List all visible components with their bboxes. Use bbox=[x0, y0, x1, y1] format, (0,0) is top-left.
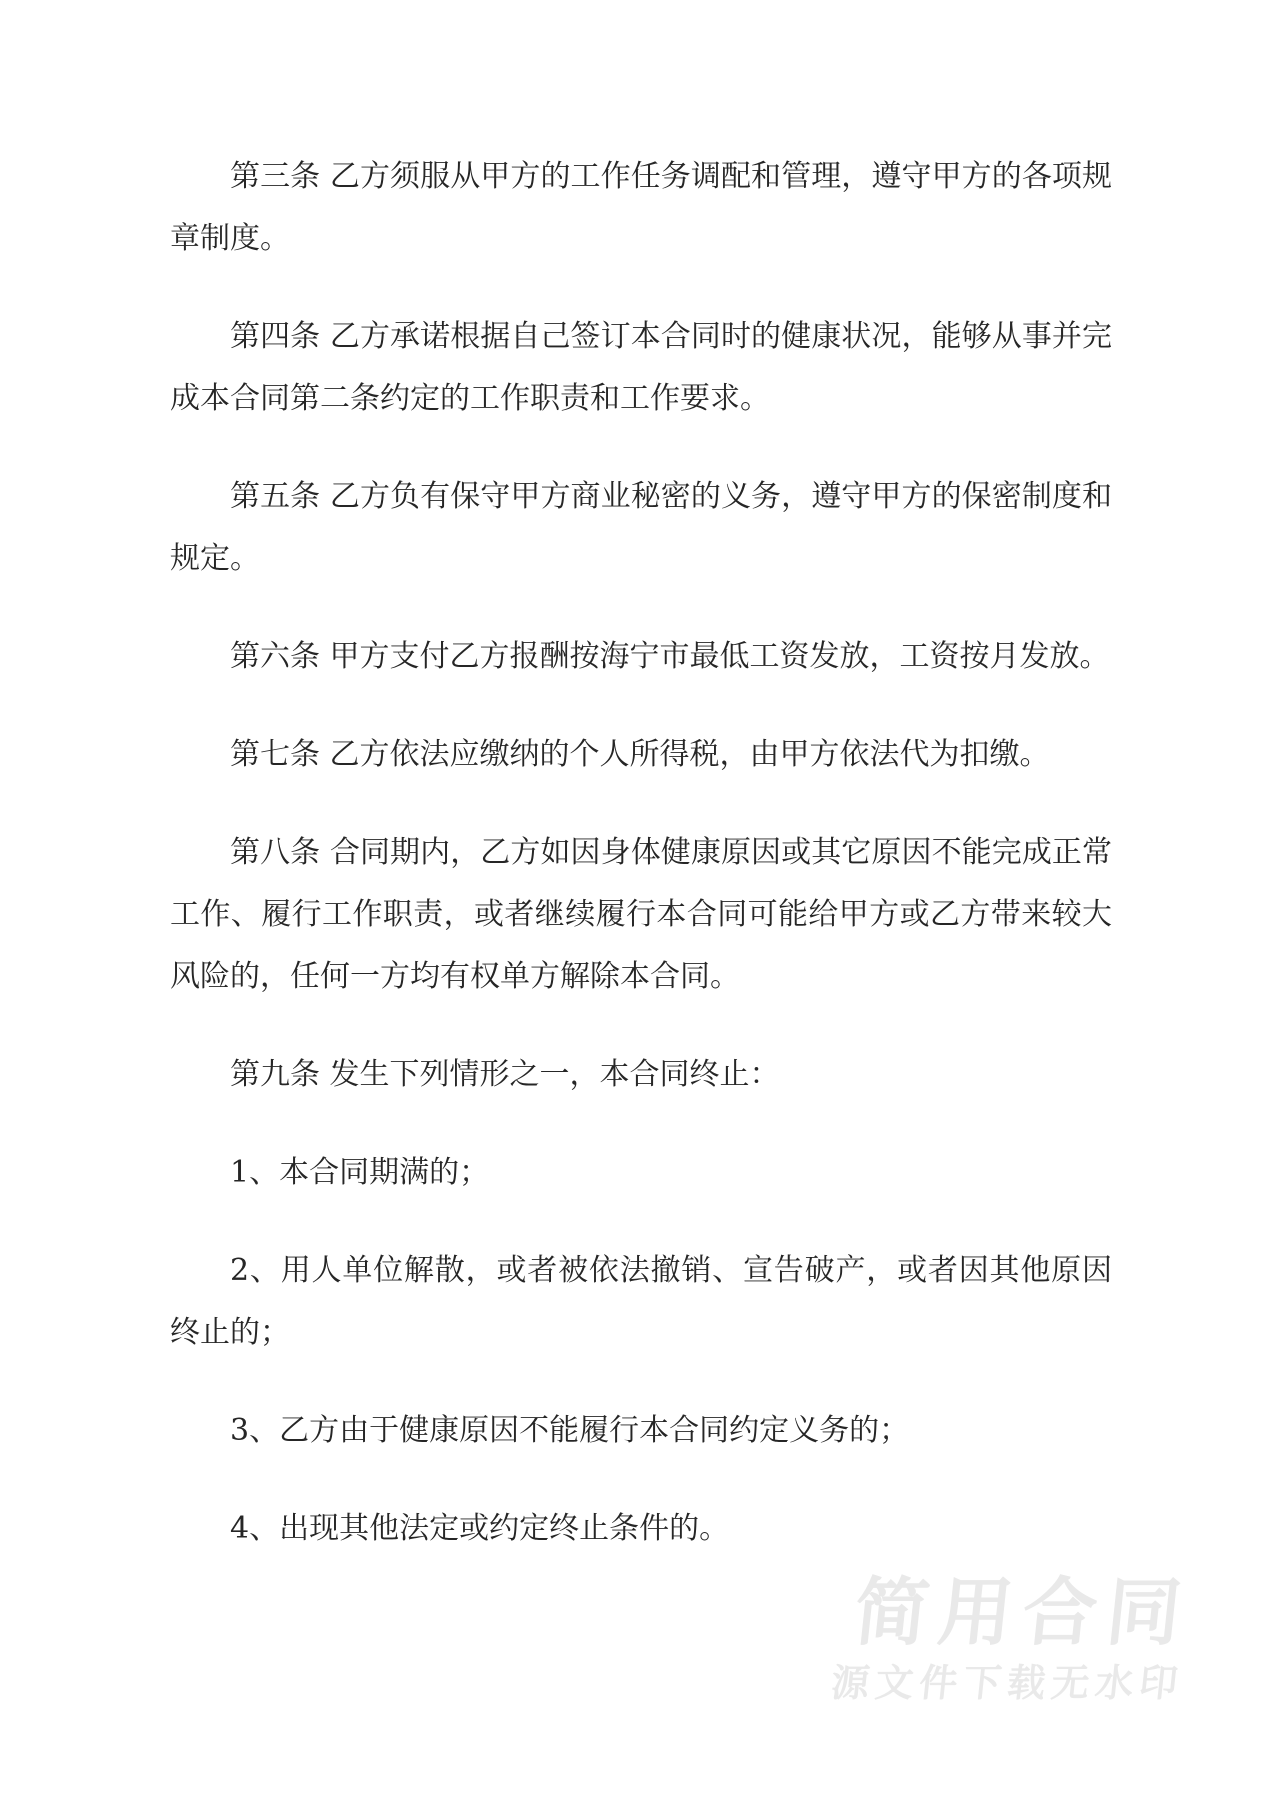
clause-9: 第九条 发生下列情形之一，本合同终止： bbox=[230, 1057, 780, 1092]
termination-item-3: 3、乙方由于健康原因不能履行本合同约定义务的； bbox=[230, 1413, 910, 1448]
termination-item-1: 1、本合同期满的； bbox=[230, 1155, 490, 1190]
termination-item-4: 4、出现其他法定或约定终止条件的。 bbox=[230, 1511, 730, 1546]
clause-8: 第八条 合同期内，乙方如因身体健康原因或其它原因不能完成正常工作、履行工作职责，或者继续履行本合同可能给甲方或乙方带来较大风险的，任何一方均有权单方解除本合同。 bbox=[170, 835, 1112, 994]
watermark-title: 简用合同 bbox=[850, 1570, 1196, 1656]
clause-7: 第七条 乙方依法应缴纳的个人所得税，由甲方依法代为扣缴。 bbox=[230, 737, 1050, 772]
clause-6: 第六条 甲方支付乙方报酬按海宁市最低工资发放，工资按月发放。 bbox=[230, 639, 1110, 674]
clause-3: 第三条 乙方须服从甲方的工作任务调配和管理，遵守甲方的各项规章制度。 bbox=[170, 159, 1112, 256]
watermark-subtitle: 源文件下载无水印 bbox=[829, 1661, 1186, 1705]
contract-body-text bbox=[170, 146, 1112, 1596]
clause-4: 第四条 乙方承诺根据自己签订本合同时的健康状况，能够从事并完成本合同第二条约定的工作职责和工作要求。 bbox=[170, 319, 1112, 416]
termination-item-2: 2、用人单位解散，或者被依法撤销、宣告破产，或者因其他原因终止的； bbox=[170, 1253, 1112, 1350]
clause-5: 第五条 乙方负有保守甲方商业秘密的义务，遵守甲方的保密制度和规定。 bbox=[170, 479, 1112, 576]
